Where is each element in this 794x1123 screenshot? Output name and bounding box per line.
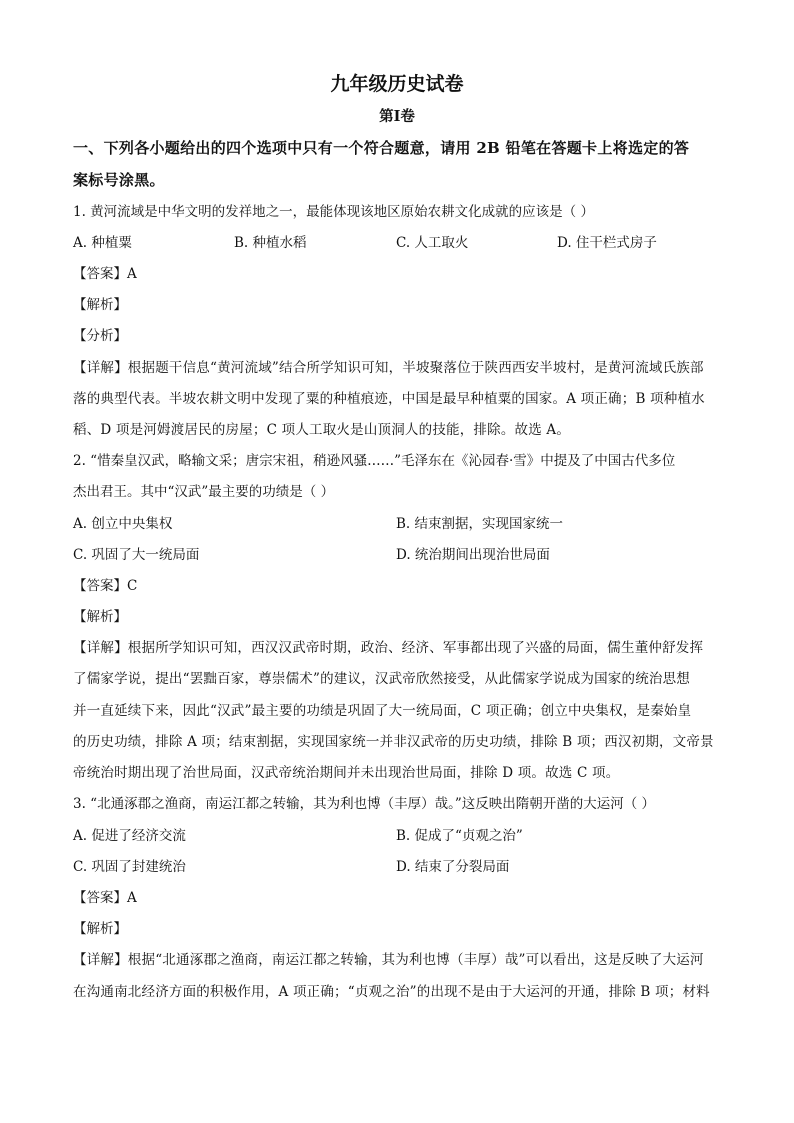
- question-1-detail-line: 【详解】根据题干信息“黄河流域”结合所学知识可知，半坡聚落位于陕西西安半坡村，是黄河流域氏族部: [73, 360, 704, 376]
- question-3-detail-line: 【详解】根据“北通涿郡之渔商，南运江都之转输，其为利也博（丰厚）哉”可以看出，这是反映了大运河: [73, 952, 704, 968]
- question-2-detail-line: 帝统治时期出现了治世局面，汉武帝统治期间并未出现治世局面，排除 D 项。故选 C 项。: [73, 765, 620, 781]
- question-1-detail-line: 落的典型代表。半坡农耕文明中发现了粟的种植痕迹，中国是最早种植粟的国家。A 项正确；B 项种植水: [73, 391, 705, 407]
- section-instruction-line-1: 一、下列各小题给出的四个选项中只有一个符合题意，请用 2B 铅笔在答题卡上将选定的答: [73, 139, 690, 157]
- question-3-analysis-label: 【解析】: [73, 921, 127, 937]
- question-1-option-c: C. 人工取火: [396, 235, 469, 251]
- question-3-option-d: D. 结束了分裂局面: [396, 859, 510, 875]
- question-1-stem: 1. 黄河流域是中华文明的发祥地之一，最能体现该地区原始农耕文化成就的应该是（ ）: [73, 204, 594, 220]
- page-title: 九年级历史试卷: [330, 73, 464, 95]
- question-1-analysis-label: 【解析】: [73, 297, 127, 313]
- question-2-stem-line-2: 杰出君王。其中“汉武”最主要的功绩是（ ）: [73, 484, 335, 500]
- question-1-option-d: D. 住干栏式房子: [557, 235, 657, 251]
- question-2-detail-line: 并一直延续下来，因此“汉武”最主要的功绩是巩固了大一统局面，C 项正确；创立中央集权，是秦始皇: [73, 703, 692, 719]
- question-3-option-b: B. 促成了“贞观之治”: [396, 828, 523, 844]
- question-2-detail-line: 【详解】根据所学知识可知，西汉汉武帝时期，政治、经济、军事都出现了兴盛的局面，儒生董仲舒发挥: [73, 640, 704, 656]
- question-2-option-a: A. 创立中央集权: [73, 516, 173, 532]
- question-1-fenxi-label: 【分析】: [73, 328, 127, 344]
- question-2-option-d: D. 统治期间出现治世局面: [396, 547, 550, 563]
- question-2-stem-line-1: 2. “惜秦皇汉武，略输文采；唐宗宋祖，稍逊风骚……”毛泽东在《沁园春·雪》中提及了中国古代多位: [73, 453, 676, 469]
- question-3-detail-line: 在沟通南北经济方面的积极作用，A 项正确；“贞观之治”的出现不是由于大运河的开通，排除 B 项；材料: [73, 984, 710, 1000]
- section-instruction-line-2: 案标号涂黑。: [73, 171, 165, 189]
- question-3-option-c: C. 巩固了封建统治: [73, 859, 186, 875]
- question-3-option-a: A. 促进了经济交流: [73, 828, 186, 844]
- question-2-detail-line: 了儒家学说，提出“罢黜百家，尊崇儒术”的建议，汉武帝欣然接受，从此儒家学说成为国家的统治思想: [73, 671, 691, 687]
- question-1-option-a: A. 种植粟: [73, 235, 132, 251]
- question-1-detail-line: 稻、D 项是河姆渡居民的房屋；C 项人工取火是山顶洞人的技能，排除。故选 A。: [73, 422, 571, 438]
- question-2-answer: 【答案】C: [73, 578, 138, 594]
- question-1-option-b: B. 种植水稻: [234, 235, 307, 251]
- volume-label: 第Ⅰ卷: [379, 108, 415, 125]
- question-3-answer: 【答案】A: [73, 890, 137, 906]
- question-2-option-c: C. 巩固了大一统局面: [73, 547, 200, 563]
- question-3-stem: 3. “北通涿郡之渔商，南运江都之转输，其为利也博（丰厚）哉。”这反映出隋朝开凿的大运河（ ）: [73, 796, 656, 812]
- question-2-detail-line: 的历史功绩，排除 A 项；结束割据，实现国家统一并非汉武帝的历史功绩，排除 B 项；西汉初期，文帝景: [73, 734, 714, 750]
- question-1-answer: 【答案】A: [73, 266, 137, 282]
- question-2-analysis-label: 【解析】: [73, 609, 127, 625]
- question-2-option-b: B. 结束割据，实现国家统一: [396, 516, 564, 532]
